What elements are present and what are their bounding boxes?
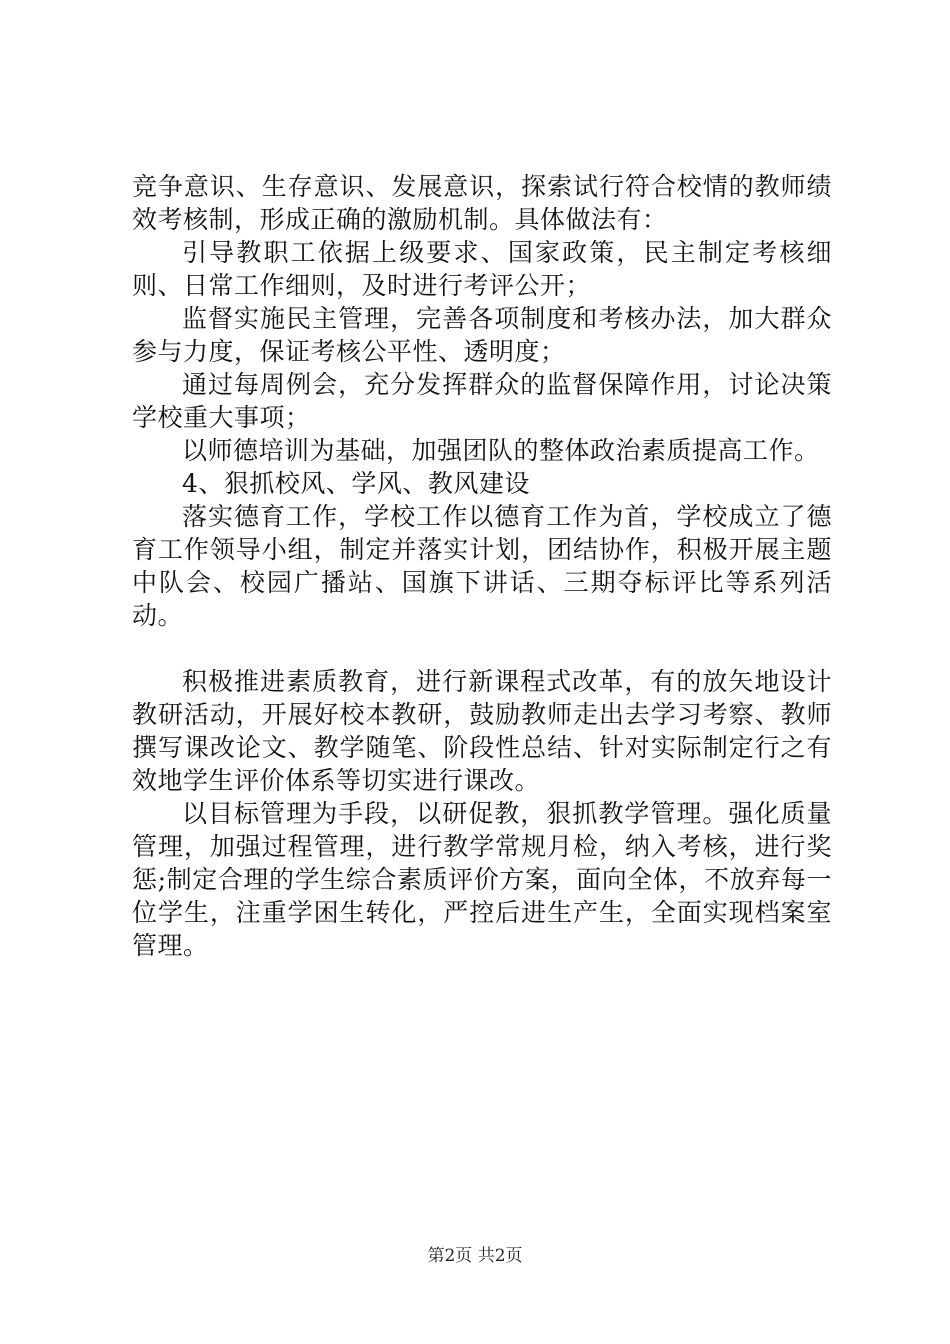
paragraph-gap bbox=[132, 632, 832, 665]
paragraph-item: 以目标管理为手段，以研促教，狠抓教学管理。强化质量管理，加强过程管理，进行教学常规月检，纳入考核，进行奖惩;制定合理的学生综合素质评价方案，面向全体，不放弃每一位学生，注重学困生转化，严控后进生产生，全面实现档案室管理。 bbox=[132, 799, 832, 960]
section-heading: 4、狠抓校风、学风、教风建设 bbox=[182, 469, 530, 498]
document-body bbox=[132, 170, 832, 962]
paragraph-item: 监督实施民主管理，完善各项制度和考核办法，加大群众参与力度，保证考核公平性、透明度； bbox=[132, 304, 832, 366]
paragraph-item: 通过每周例会，充分发挥群众的监督保障作用，讨论决策学校重大事项； bbox=[132, 370, 832, 432]
paragraph-item: 引导教职工依据上级要求、国家政策，民主制定考核细则、日常工作细则，及时进行考评公开； bbox=[132, 238, 832, 300]
paragraph-continuation: 竞争意识、生存意识、发展意识，探索试行符合校情的教师绩效考核制，形成正确的激励机制。具体做法有： bbox=[132, 172, 832, 234]
paragraph-item: 积极推进素质教育，进行新课程式改革，有的放矢地设计教研活动，开展好校本教研，鼓励教师走出去学习考察、教师撰写课改论文、教学随笔、阶段性总结、针对实际制定行之有效地学生评价体系等切实进行课改。 bbox=[132, 667, 832, 795]
paragraph-item: 落实德育工作，学校工作以德育工作为首，学校成立了德育工作领导小组，制定并落实计划，团结协作，积极开展主题中队会、校园广播站、国旗下讲话、三期夺标评比等系列活动。 bbox=[132, 502, 832, 630]
page-footer: 第2页 共2页 bbox=[427, 1246, 523, 1266]
paragraph-item: 以师德培训为基础，加强团队的整体政治素质提高工作。 bbox=[182, 436, 820, 465]
